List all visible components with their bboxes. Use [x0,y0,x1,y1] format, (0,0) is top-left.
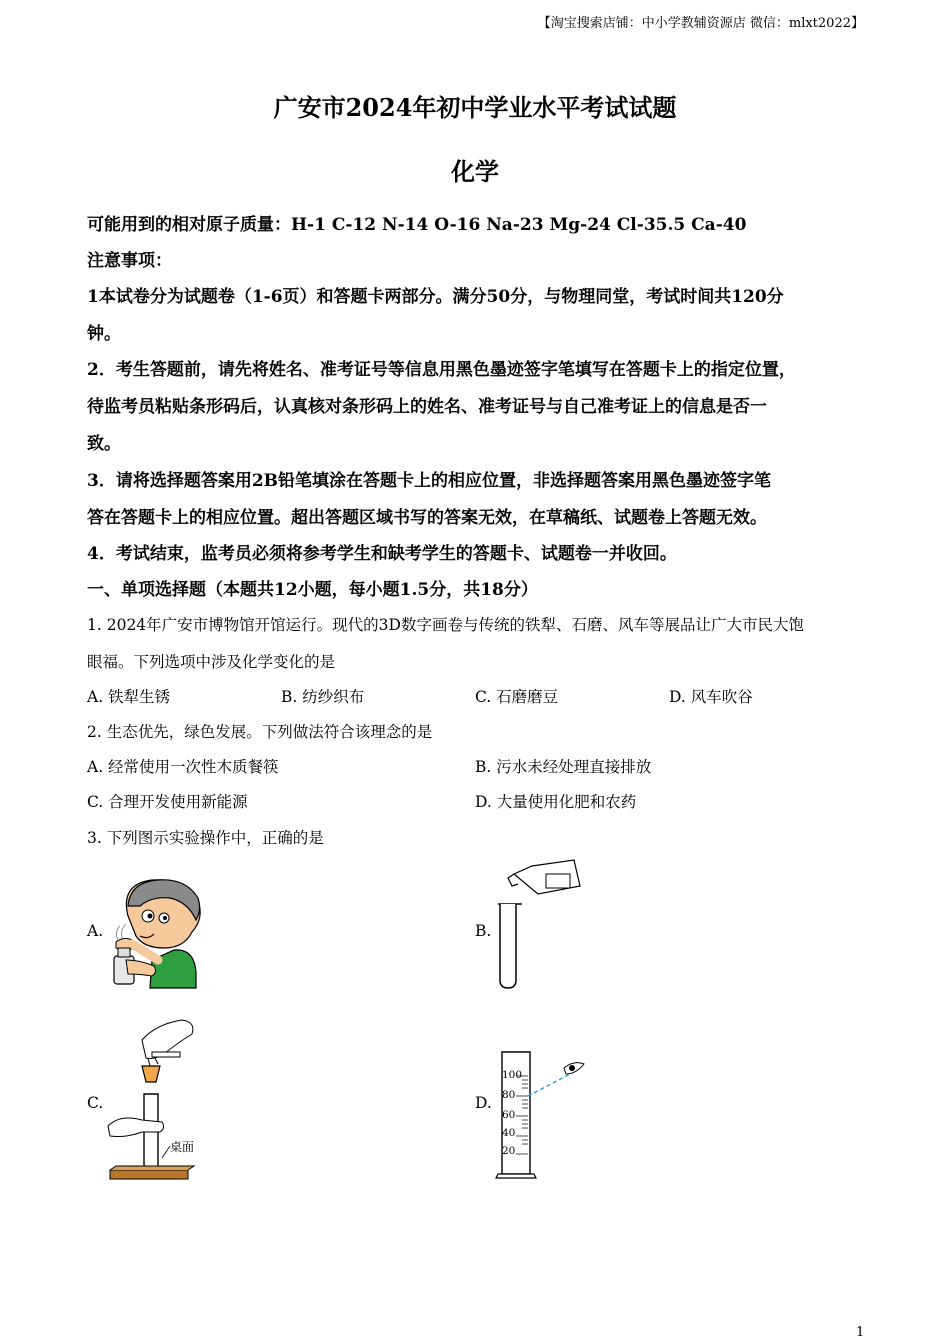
q1-stem-line-2: 眼福。下列选项中涉及化学变化的是 [87,653,336,671]
notice-heading: 注意事项： [87,251,172,271]
q2-option-c: C. 合理开发使用新能源 [87,793,248,811]
q2-option-a: A. 经常使用一次性木质餐筷 [87,758,279,776]
notice-3-line-1: 3．请将选择题答案用2B铅笔填涂在答题卡上的相应位置，非选择题答案用黑色墨迹签字笔 [87,471,772,491]
q3-c-stopper-illustration [106,1018,202,1184]
notice-2-line-2: 待监考员粘贴条形码后，认真核对条形码上的姓名、准考证号与自己准考证上的信息是否一 [87,397,767,417]
q3-d-tick-60: 60 [502,1109,516,1121]
q3-a-smelling-illustration [106,876,206,990]
q1-option-b: B. 纺纱织布 [281,688,365,706]
q3-b-pouring-illustration [494,856,584,992]
q3-d-tick-100: 100 [502,1069,523,1081]
q2-option-d: D. 大量使用化肥和农药 [475,793,637,811]
notice-1-line-1: 1本试卷分为试题卷（1-6页）和答题卡两部分。满分50分，与物理同堂，考试时间共120分 [87,287,784,307]
q3-c-desk-label: 桌面 [170,1140,195,1154]
q3-option-c-label: C. [87,1094,104,1112]
q2-option-b: B. 污水未经处理直接排放 [475,758,652,776]
q2-stem: 2. 生态优先，绿色发展。下列做法符合该理念的是 [87,723,433,741]
q3-d-tick-80: 80 [502,1089,516,1101]
notice-2-line-3: 致。 [87,434,121,454]
q3-option-b-label: B. [475,922,492,940]
q3-d-tick-40: 40 [502,1127,516,1139]
notice-1-line-2: 钟。 [87,324,121,344]
q3-option-a-label: A. [87,922,104,940]
notice-4: 4．考试结束，监考员必须将参考学生和缺考学生的答题卡、试题卷一并收回。 [87,544,677,564]
q1-stem-line-1: 1. 2024年广安市博物馆开馆运行。现代的3D数字画卷与传统的铁犁、石磨、风车等展品让广大市民大饱 [87,616,804,634]
q3-d-tick-20: 20 [502,1145,516,1157]
q3-option-d-label: D. [475,1094,492,1112]
q3-stem: 3. 下列图示实验操作中，正确的是 [87,829,324,847]
header-note: 【淘宝搜索店铺：中小学教辅资源店 微信：mlxt2022】 [537,16,864,31]
section-1-heading: 一、单项选择题（本题共12小题，每小题1.5分，共18分） [87,580,538,600]
notice-2-line-1: 2．考生答题前，请先将姓名、准考证号等信息用黑色墨迹签字笔填写在答题卡上的指定位置， [87,360,796,380]
atomic-masses: 可能用到的相对原子质量：H-1 C-12 N-14 O-16 Na-23 Mg-24 Cl-35.5 Ca-40 [87,215,747,235]
subject-title: 化学 [451,157,499,186]
page-number: 1 [856,1325,865,1340]
notice-3-line-2: 答在答题卡上的相应位置。超出答题区域书写的答案无效，在草稿纸、试题卷上答题无效。 [87,508,767,528]
page-title: 广安市2024年初中学业水平考试试题 [273,93,677,122]
q1-option-a: A. 铁犁生锈 [87,688,171,706]
q1-option-c: C. 石磨磨豆 [475,688,559,706]
q1-option-d: D. 风车吹谷 [669,688,753,706]
